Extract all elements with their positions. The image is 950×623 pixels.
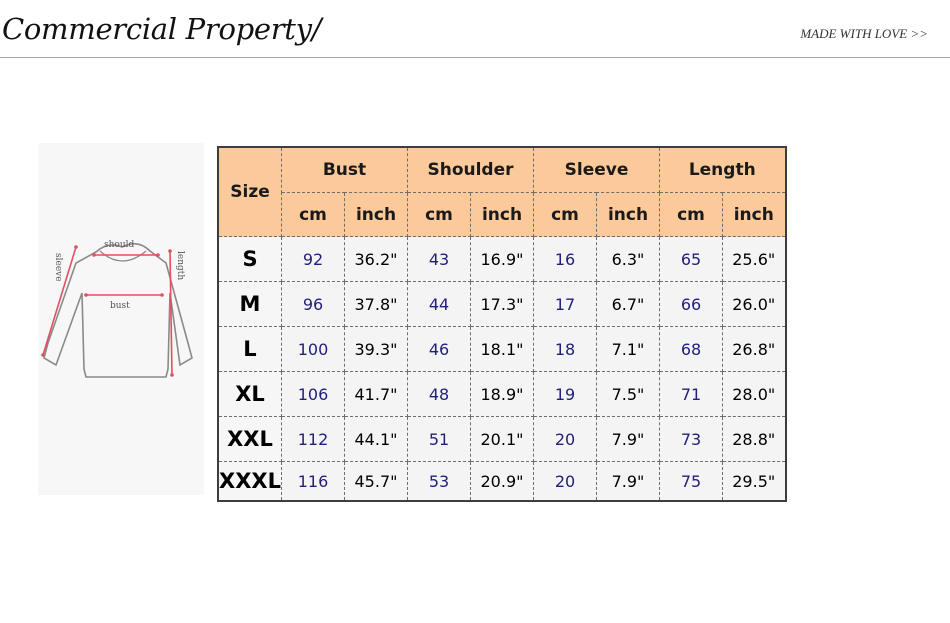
garment-measurement-diagram [38, 143, 204, 495]
cm-value-cell: 75 [660, 462, 723, 502]
length-measure-line [170, 251, 172, 375]
unit-cm-header: cm [282, 193, 345, 237]
size-label-cell: XXXL [218, 462, 282, 502]
cm-value-cell: 65 [660, 237, 723, 282]
cm-value-cell: 51 [408, 417, 471, 462]
cm-value-cell: 66 [660, 282, 723, 327]
inch-value-cell: 17.3" [471, 282, 534, 327]
table-row [218, 282, 786, 327]
inch-value-cell: 20.9" [471, 462, 534, 502]
sweater-sketch-icon [38, 143, 204, 495]
inch-value-cell: 37.8" [345, 282, 408, 327]
inch-value-cell: 44.1" [345, 417, 408, 462]
shoulder-header: Shoulder [408, 147, 534, 193]
cm-value-cell: 68 [660, 327, 723, 372]
inch-value-cell: 20.1" [471, 417, 534, 462]
cm-value-cell: 48 [408, 372, 471, 417]
cm-value-cell: 16 [534, 237, 597, 282]
cm-value-cell: 20 [534, 417, 597, 462]
inch-value-cell: 7.5" [597, 372, 660, 417]
cm-value-cell: 19 [534, 372, 597, 417]
table-row [218, 372, 786, 417]
cm-value-cell: 71 [660, 372, 723, 417]
page-header [0, 0, 950, 58]
size-chart-table [217, 146, 787, 502]
inch-value-cell: 25.6" [723, 237, 786, 282]
inch-value-cell: 16.9" [471, 237, 534, 282]
size-label-cell: XXL [218, 417, 282, 462]
cm-value-cell: 92 [282, 237, 345, 282]
unit-inch-header: inch [345, 193, 408, 237]
unit-inch-header: inch [471, 193, 534, 237]
inch-value-cell: 6.3" [597, 237, 660, 282]
table-row [218, 462, 786, 502]
cm-value-cell: 106 [282, 372, 345, 417]
cm-value-cell: 18 [534, 327, 597, 372]
cm-value-cell: 44 [408, 282, 471, 327]
inch-value-cell: 28.0" [723, 372, 786, 417]
cm-value-cell: 43 [408, 237, 471, 282]
size-label-cell: L [218, 327, 282, 372]
table-row [218, 327, 786, 372]
inch-value-cell: 45.7" [345, 462, 408, 502]
unit-cm-header: cm [534, 193, 597, 237]
inch-value-cell: 28.8" [723, 417, 786, 462]
inch-value-cell: 39.3" [345, 327, 408, 372]
unit-inch-header: inch [597, 193, 660, 237]
size-label-cell: XL [218, 372, 282, 417]
cm-value-cell: 53 [408, 462, 471, 502]
size-label-cell: S [218, 237, 282, 282]
cm-value-cell: 112 [282, 417, 345, 462]
length-header: Length [660, 147, 786, 193]
table-row [218, 417, 786, 462]
inch-value-cell: 26.0" [723, 282, 786, 327]
inch-value-cell: 26.8" [723, 327, 786, 372]
size-chart-body [218, 237, 786, 502]
sleeve-header: Sleeve [534, 147, 660, 193]
shoulder-label: should [104, 240, 135, 250]
unit-inch-header: inch [723, 193, 786, 237]
inch-value-cell: 41.7" [345, 372, 408, 417]
bust-label: bust [110, 301, 130, 311]
cm-value-cell: 116 [282, 462, 345, 502]
cm-value-cell: 100 [282, 327, 345, 372]
cm-value-cell: 20 [534, 462, 597, 502]
inch-value-cell: 36.2" [345, 237, 408, 282]
inch-value-cell: 7.1" [597, 327, 660, 372]
length-label: length [175, 251, 185, 281]
inch-value-cell: 18.9" [471, 372, 534, 417]
cm-value-cell: 46 [408, 327, 471, 372]
cm-value-cell: 96 [282, 282, 345, 327]
tagline-link[interactable]: MADE WITH LOVE >> [800, 26, 928, 41]
bust-header: Bust [282, 147, 408, 193]
inch-value-cell: 7.9" [597, 462, 660, 502]
unit-header-row [218, 193, 786, 237]
table-row [218, 237, 786, 282]
inch-value-cell: 29.5" [723, 462, 786, 502]
inch-value-cell: 18.1" [471, 327, 534, 372]
brand-title: Commercial Property/ [2, 12, 322, 46]
unit-cm-header: cm [408, 193, 471, 237]
sleeve-label: sleeve [53, 253, 63, 282]
inch-value-cell: 7.9" [597, 417, 660, 462]
unit-cm-header: cm [660, 193, 723, 237]
cm-value-cell: 73 [660, 417, 723, 462]
inch-value-cell: 6.7" [597, 282, 660, 327]
group-header-row [218, 147, 786, 193]
size-column-header: Size [218, 147, 282, 237]
cm-value-cell: 17 [534, 282, 597, 327]
size-label-cell: M [218, 282, 282, 327]
